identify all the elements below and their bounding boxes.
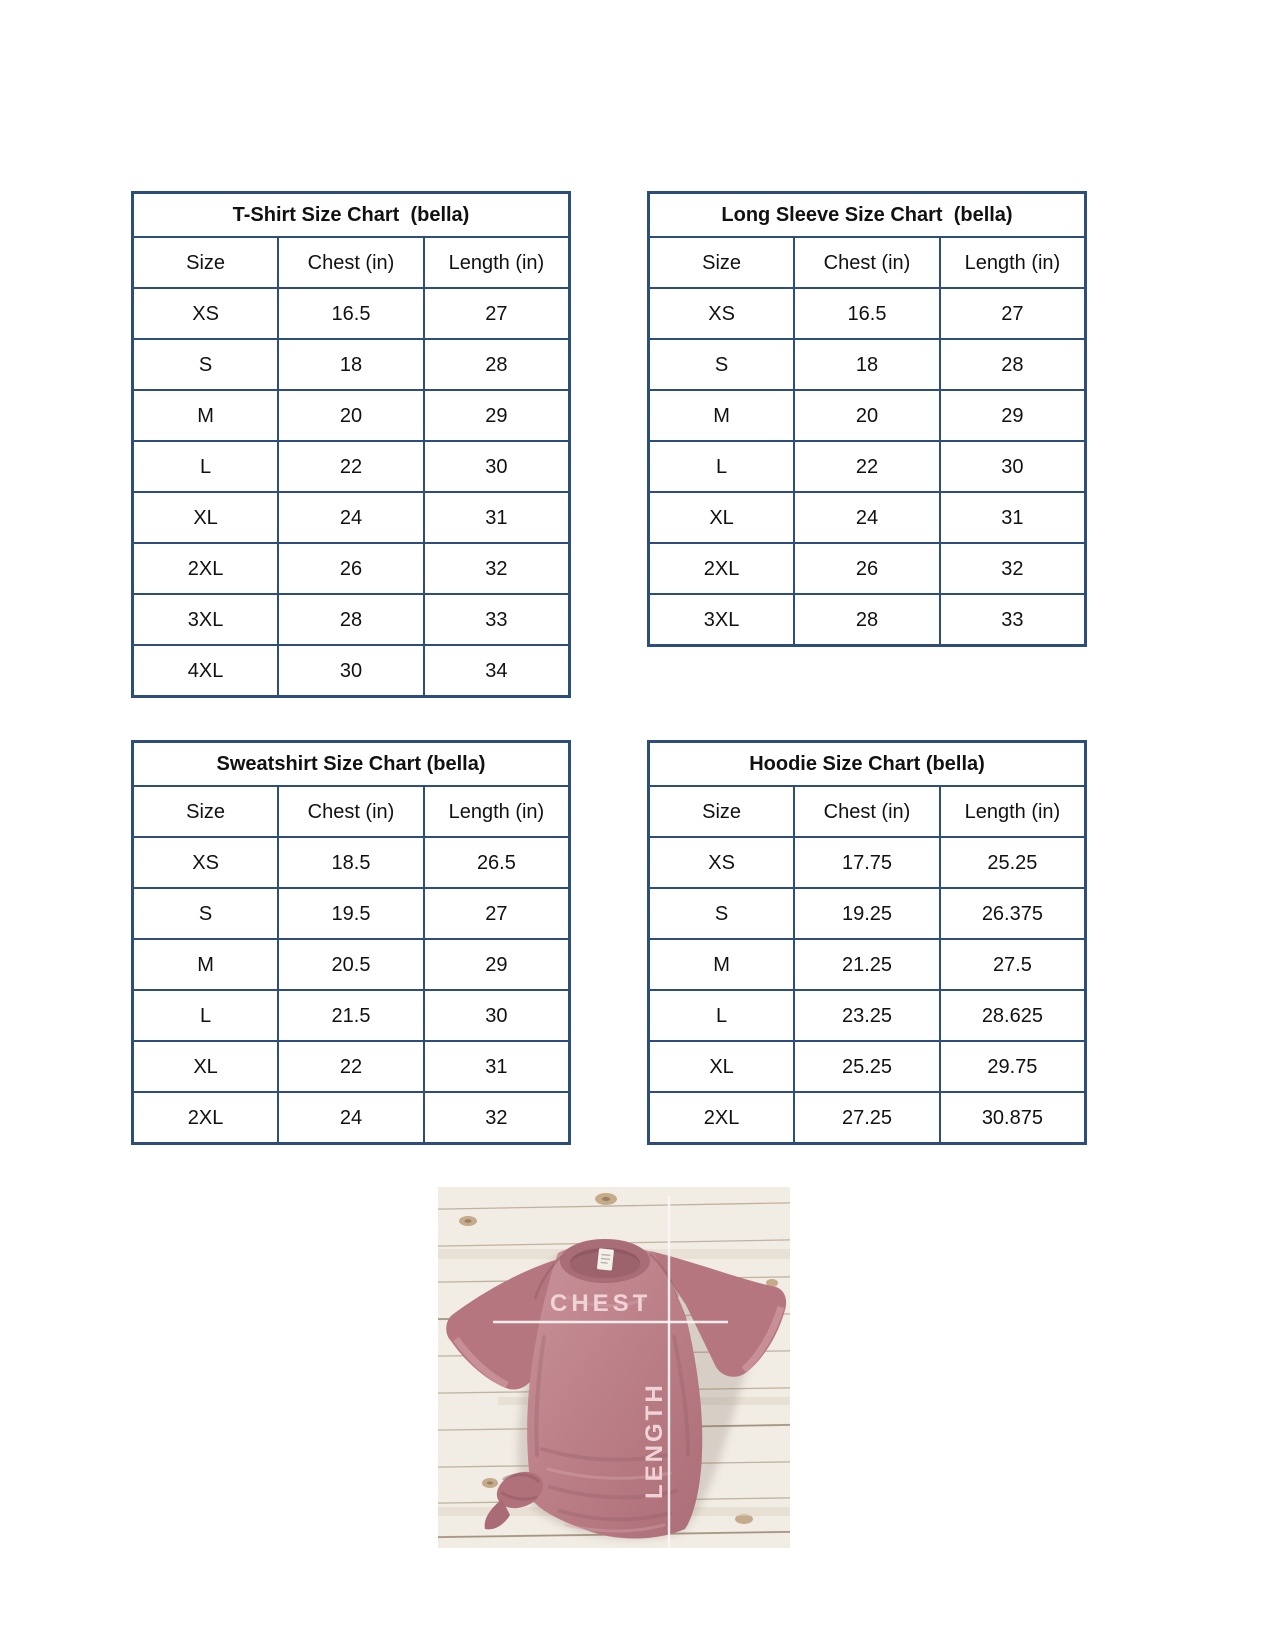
size-cell: L [649, 441, 795, 492]
size-cell: 3XL [133, 594, 279, 645]
size-row [133, 339, 570, 390]
sweatshirt-size-chart-table [131, 740, 571, 1145]
size-row [649, 390, 1086, 441]
chest-cell: 26 [794, 543, 940, 594]
table-title-row [649, 742, 1086, 787]
size-cell: 2XL [133, 543, 279, 594]
size-row [133, 645, 570, 697]
table-title-row [133, 193, 570, 238]
chest-cell: 17.75 [794, 837, 940, 888]
length-cell: 30 [940, 441, 1086, 492]
table-header-row [649, 786, 1086, 837]
hoodie-size-chart-table [647, 740, 1087, 1145]
chest-label: CHEST [550, 1290, 652, 1317]
length-cell: 27 [424, 288, 570, 339]
length-cell: 27 [424, 888, 570, 939]
size-cell: M [133, 939, 279, 990]
chest-cell: 19.25 [794, 888, 940, 939]
size-row [649, 888, 1086, 939]
size-cell: 4XL [133, 645, 279, 697]
size-row [133, 594, 570, 645]
length-cell: 31 [424, 492, 570, 543]
size-cell: 2XL [133, 1092, 279, 1144]
chest-cell: 20.5 [278, 939, 424, 990]
chest-cell: 20 [794, 390, 940, 441]
length-cell: 29 [424, 390, 570, 441]
column-header: Length (in) [424, 237, 570, 288]
size-cell: XS [649, 837, 795, 888]
size-row [649, 492, 1086, 543]
size-cell: L [649, 990, 795, 1041]
size-row [133, 837, 570, 888]
chest-cell: 16.5 [278, 288, 424, 339]
size-row [649, 990, 1086, 1041]
length-cell: 32 [424, 543, 570, 594]
size-row [649, 339, 1086, 390]
sweatshirt-table-title: Sweatshirt Size Chart (bella) [133, 742, 570, 787]
size-cell: L [133, 990, 279, 1041]
chest-cell: 24 [278, 492, 424, 543]
length-cell: 27 [940, 288, 1086, 339]
column-header: Chest (in) [278, 786, 424, 837]
size-cell: M [133, 390, 279, 441]
size-row [649, 288, 1086, 339]
sweatshirt-size-table [131, 740, 571, 1145]
chest-cell: 28 [278, 594, 424, 645]
longsleeve-size-table [647, 191, 1087, 647]
size-cell: L [133, 441, 279, 492]
column-header: Chest (in) [794, 786, 940, 837]
column-header: Size [133, 786, 279, 837]
length-cell: 34 [424, 645, 570, 697]
length-cell: 25.25 [940, 837, 1086, 888]
length-cell: 33 [424, 594, 570, 645]
longsleeve-table-title: Long Sleeve Size Chart (bella) [649, 193, 1086, 238]
chest-cell: 24 [278, 1092, 424, 1144]
chest-cell: 20 [278, 390, 424, 441]
column-header: Size [649, 237, 795, 288]
size-row [649, 1092, 1086, 1144]
size-cell: XL [649, 492, 795, 543]
chest-cell: 21.5 [278, 990, 424, 1041]
size-cell: M [649, 390, 795, 441]
table-header-row [649, 237, 1086, 288]
column-header: Size [649, 786, 795, 837]
column-header: Length (in) [424, 786, 570, 837]
size-cell: 2XL [649, 1092, 795, 1144]
chest-cell: 22 [794, 441, 940, 492]
column-header: Length (in) [940, 786, 1086, 837]
size-row [649, 939, 1086, 990]
chest-cell: 23.25 [794, 990, 940, 1041]
size-row [133, 1092, 570, 1144]
hoodie-size-table [647, 740, 1087, 1145]
column-header: Size [133, 237, 279, 288]
length-cell: 32 [424, 1092, 570, 1144]
size-row [649, 837, 1086, 888]
size-row [133, 543, 570, 594]
chest-cell: 18 [794, 339, 940, 390]
tshirt-table-title: T-Shirt Size Chart (bella) [133, 193, 570, 238]
column-header: Chest (in) [278, 237, 424, 288]
length-cell: 28.625 [940, 990, 1086, 1041]
column-header: Chest (in) [794, 237, 940, 288]
chest-cell: 21.25 [794, 939, 940, 990]
size-row [649, 543, 1086, 594]
size-row [649, 1041, 1086, 1092]
size-row [133, 1041, 570, 1092]
size-cell: XL [649, 1041, 795, 1092]
size-row [133, 390, 570, 441]
length-cell: 28 [940, 339, 1086, 390]
size-row [133, 990, 570, 1041]
size-row [133, 288, 570, 339]
size-cell: S [649, 339, 795, 390]
size-cell: S [133, 888, 279, 939]
tshirt-size-chart-table [131, 191, 571, 698]
size-row [133, 492, 570, 543]
chest-cell: 27.25 [794, 1092, 940, 1144]
size-cell: 2XL [649, 543, 795, 594]
length-cell: 29 [940, 390, 1086, 441]
length-cell: 31 [940, 492, 1086, 543]
size-cell: S [133, 339, 279, 390]
chest-cell: 19.5 [278, 888, 424, 939]
chest-cell: 22 [278, 441, 424, 492]
length-cell: 26.375 [940, 888, 1086, 939]
chest-cell: 16.5 [794, 288, 940, 339]
size-row [133, 441, 570, 492]
length-cell: 26.5 [424, 837, 570, 888]
column-header: Length (in) [940, 237, 1086, 288]
size-row [649, 441, 1086, 492]
size-cell: M [649, 939, 795, 990]
chest-cell: 26 [278, 543, 424, 594]
size-cell: XS [649, 288, 795, 339]
chest-cell: 18 [278, 339, 424, 390]
size-cell: S [649, 888, 795, 939]
size-cell: XS [133, 288, 279, 339]
tshirt-measurement-photo [438, 1187, 790, 1548]
chest-cell: 28 [794, 594, 940, 646]
size-row [133, 939, 570, 990]
length-cell: 27.5 [940, 939, 1086, 990]
length-cell: 33 [940, 594, 1086, 646]
chest-cell: 24 [794, 492, 940, 543]
length-cell: 29.75 [940, 1041, 1086, 1092]
length-cell: 28 [424, 339, 570, 390]
length-cell: 29 [424, 939, 570, 990]
length-cell: 30 [424, 990, 570, 1041]
table-header-row [133, 237, 570, 288]
hoodie-table-title: Hoodie Size Chart (bella) [649, 742, 1086, 787]
size-cell: 3XL [649, 594, 795, 646]
length-cell: 30 [424, 441, 570, 492]
tshirt-size-table [131, 191, 571, 698]
chest-cell: 25.25 [794, 1041, 940, 1092]
table-header-row [133, 786, 570, 837]
longsleeve-size-chart-table [647, 191, 1087, 647]
length-cell: 32 [940, 543, 1086, 594]
chest-cell: 30 [278, 645, 424, 697]
size-row [649, 594, 1086, 646]
length-cell: 31 [424, 1041, 570, 1092]
length-label: LENGTH [641, 1382, 668, 1499]
size-cell: XS [133, 837, 279, 888]
table-title-row [649, 193, 1086, 238]
size-cell: XL [133, 1041, 279, 1092]
chest-cell: 18.5 [278, 837, 424, 888]
chest-cell: 22 [278, 1041, 424, 1092]
table-title-row [133, 742, 570, 787]
size-row [133, 888, 570, 939]
length-cell: 30.875 [940, 1092, 1086, 1144]
size-cell: XL [133, 492, 279, 543]
